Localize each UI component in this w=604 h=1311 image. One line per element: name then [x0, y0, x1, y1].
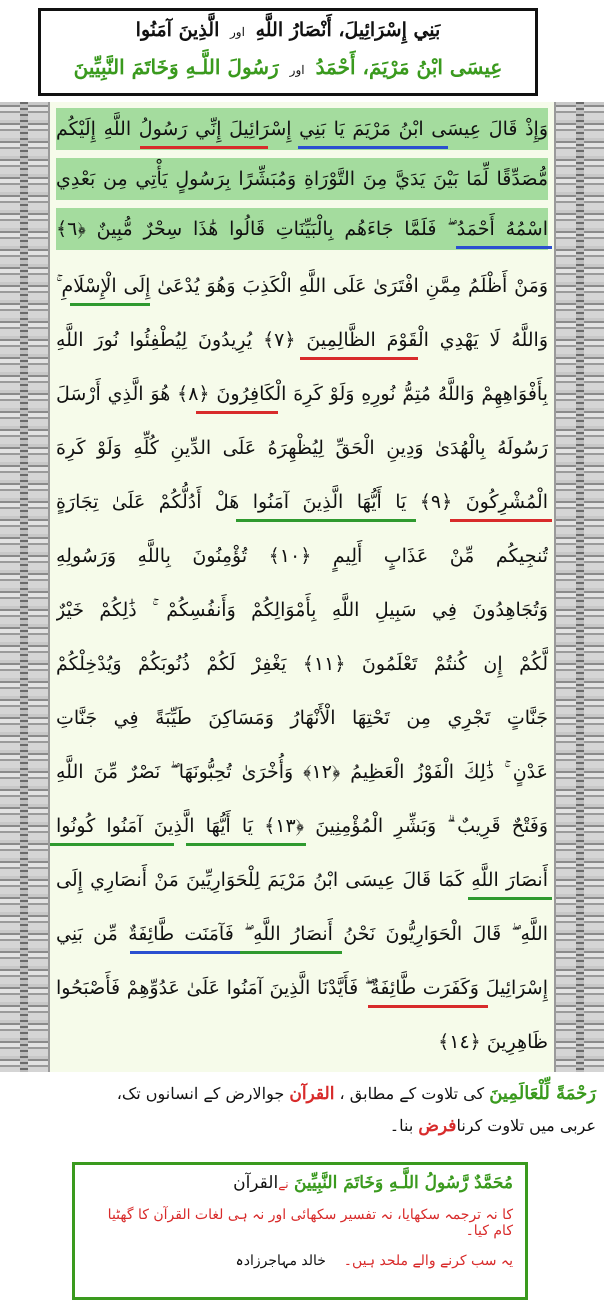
- underline-red: [140, 146, 268, 149]
- verse-line: وَفَتْحٌ قَرِيبٌ ۗ وَبَشِّرِ الْمُؤْمِنِينَ ﴿١٣﴾ يَا أَيُّهَا الَّذِينَ آمَنُوا كُونُوا: [56, 815, 548, 837]
- verse-line: اللَّهِ ۖ قَالَ الْحَوَارِيُّونَ نَحْنُ أَنصَارُ اللَّهِ ۖ فَآمَنَت طَّائِفَةٌ مِّن بَنِي: [56, 923, 548, 945]
- verse-line: أَنصَارَ اللَّهِ كَمَا قَالَ عِيسَى ابْنُ مَرْيَمَ لِلْحَوَارِيِّينَ مَنْ أَنصَارِي إِلَى: [56, 869, 548, 891]
- title-box: [38, 8, 538, 96]
- verse-line: بِأَفْوَاهِهِمْ وَاللَّهُ مُتِمُّ نُورِهِ وَلَوْ كَرِهَ الْكَافِرُونَ ﴿٨﴾ هُوَ الَّذِي أَرْسَلَ: [56, 383, 548, 405]
- ornament-border-right: [556, 102, 604, 1072]
- underline-blue: [456, 246, 552, 249]
- statement-footer: [87, 1253, 513, 1269]
- title-line-2: [41, 55, 535, 79]
- verse-page: [48, 102, 556, 1072]
- title-term-3: عِيسَى ابْنُ مَرْيَمَ، أَحْمَدُ: [315, 55, 503, 79]
- verse-line: إِسْرَائِيلَ وَكَفَرَت طَّائِفَةٌ ۖ فَأَيَّدْنَا الَّذِينَ آمَنُوا عَلَىٰ عَدُوِّهِمْ فَأَصْبَحُوا: [56, 977, 548, 999]
- note-text: جوالارض کے انسانوں تک،: [116, 1084, 285, 1103]
- underline-green: [186, 843, 306, 846]
- underline-red: [300, 357, 418, 360]
- verse-line: وَتُجَاهِدُونَ فِي سَبِيلِ اللَّهِ بِأَمْوَالِكُمْ وَأَنفُسِكُمْ ۚ ذَٰلِكُمْ خَيْرٌ: [56, 599, 548, 621]
- verse-line: وَاللَّهُ لَا يَهْدِي الْقَوْمَ الظَّالِمِينَ ﴿٧﴾ يُرِيدُونَ لِيُطْفِئُوا نُورَ اللَّهِ: [56, 329, 548, 351]
- note-highlight-red: القرآن: [289, 1084, 335, 1104]
- underline-red: [368, 1005, 488, 1008]
- note-text: کی تلاوت کے مطابق ،: [339, 1084, 485, 1103]
- author-name: خالد مہاجرزادہ: [235, 1253, 326, 1269]
- title-conjunction-2: اور: [289, 63, 305, 77]
- title-conjunction-1: اور: [230, 25, 245, 39]
- ornament-border-left: [0, 102, 48, 1072]
- statement-title-end: القرآن: [233, 1173, 279, 1193]
- title-line-1: [41, 19, 535, 41]
- statement-red-line: کا نہ ترجمہ سکھایا، نہ تفسیر سکھائی اور نہ ہی لغات القرآن کا گھٹیا کام کیا۔: [107, 1207, 513, 1239]
- verse-line: عَدْنٍ ۚ ذَٰلِكَ الْفَوْزُ الْعَظِيمُ ﴿١٢﴾ وَأُخْرَىٰ تُحِبُّونَهَا ۖ نَصْرٌ مِّنَ اللَّهِ: [56, 761, 548, 783]
- verse-line: اسْمُهُ أَحْمَدُ ۖ فَلَمَّا جَاءَهُم بِالْبَيِّنَاتِ قَالُوا هَٰذَا سِحْرٌ مُّبِينٌ ﴿٦﴾: [56, 208, 548, 250]
- statement-title: [87, 1173, 513, 1193]
- quran-page-frame: [0, 102, 604, 1072]
- title-term-4: رَسُولَ اللَّـهِ وَخَاتَمَ النَّبِيِّينَ: [73, 55, 279, 79]
- title-term-2: الَّذِينَ آمَنُوا: [135, 19, 220, 41]
- statement-title-green: مُحَمَّدٌ رَّسُولُ اللَّـهِ وَخَاتَمَ النَّبِيِّينَ: [293, 1173, 513, 1193]
- underline-green: [50, 843, 174, 846]
- urdu-note: [8, 1078, 596, 1142]
- underline-red: [450, 519, 552, 522]
- verse-line: جَنَّاتٍ تَجْرِي مِن تَحْتِهَا الْأَنْهَارُ وَمَسَاكِنَ طَيِّبَةً فِي جَنَّاتِ: [56, 707, 548, 729]
- underline-green: [236, 519, 416, 522]
- verse-line: رَسُولَهُ بِالْهُدَىٰ وَدِينِ الْحَقِّ لِيُظْهِرَهُ عَلَى الدِّينِ كُلِّهِ وَلَوْ كَرِهَ: [56, 437, 548, 459]
- underline-red: [196, 411, 278, 414]
- note-text: بنا۔: [389, 1116, 414, 1135]
- statement-footer-red: یہ سب کرنے والے ملحد ہیں۔: [343, 1253, 513, 1269]
- underline-green: [70, 303, 150, 306]
- statement-box: [72, 1162, 528, 1300]
- underline-green: [468, 897, 552, 900]
- note-highlight-green: رَحْمَةً لِّلْعَالَمِينَ: [489, 1083, 596, 1104]
- verse-line: تُنجِيكُم مِّنْ عَذَابٍ أَلِيمٍ ﴿١٠﴾ تُؤْمِنُونَ بِاللَّهِ وَرَسُولِهِ: [56, 545, 548, 567]
- note-highlight-red: فرض: [418, 1116, 457, 1136]
- title-term-1: بَنِي إِسْرَائِيلَ، أَنْصَارُ اللَّهِ: [255, 19, 441, 41]
- note-text: عربی میں تلاوت کرنا: [456, 1116, 596, 1135]
- verse-line: مُّصَدِّقًا لِّمَا بَيْنَ يَدَيَّ مِنَ التَّوْرَاةِ وَمُبَشِّرًا بِرَسُولٍ يَأْتِي مِن بَعْدِي: [56, 158, 548, 200]
- verse-line: الْمُشْرِكُونَ ﴿٩﴾ يَا أَيُّهَا الَّذِينَ آمَنُوا هَلْ أَدُلُّكُمْ عَلَىٰ تِجَارَةٍ: [56, 491, 548, 513]
- underline-blue: [298, 146, 448, 149]
- statement-title-red: نے: [278, 1177, 289, 1191]
- verse-line: ظَاهِرِينَ ﴿١٤﴾: [438, 1031, 548, 1053]
- verse-line: وَإِذْ قَالَ عِيسَى ابْنُ مَرْيَمَ يَا بَنِي إِسْرَائِيلَ إِنِّي رَسُولُ اللَّهِ إِلَيْكُم: [56, 108, 548, 150]
- underline-blue: [130, 951, 240, 954]
- verse-line: وَمَنْ أَظْلَمُ مِمَّنِ افْتَرَىٰ عَلَى اللَّهِ الْكَذِبَ وَهُوَ يُدْعَىٰ إِلَى الْإِسْلَامِ ۚ: [56, 275, 548, 297]
- verse-line: لَّكُمْ إِن كُنتُمْ تَعْلَمُونَ ﴿١١﴾ يَغْفِرْ لَكُمْ ذُنُوبَكُمْ وَيُدْخِلْكُمْ: [56, 653, 548, 675]
